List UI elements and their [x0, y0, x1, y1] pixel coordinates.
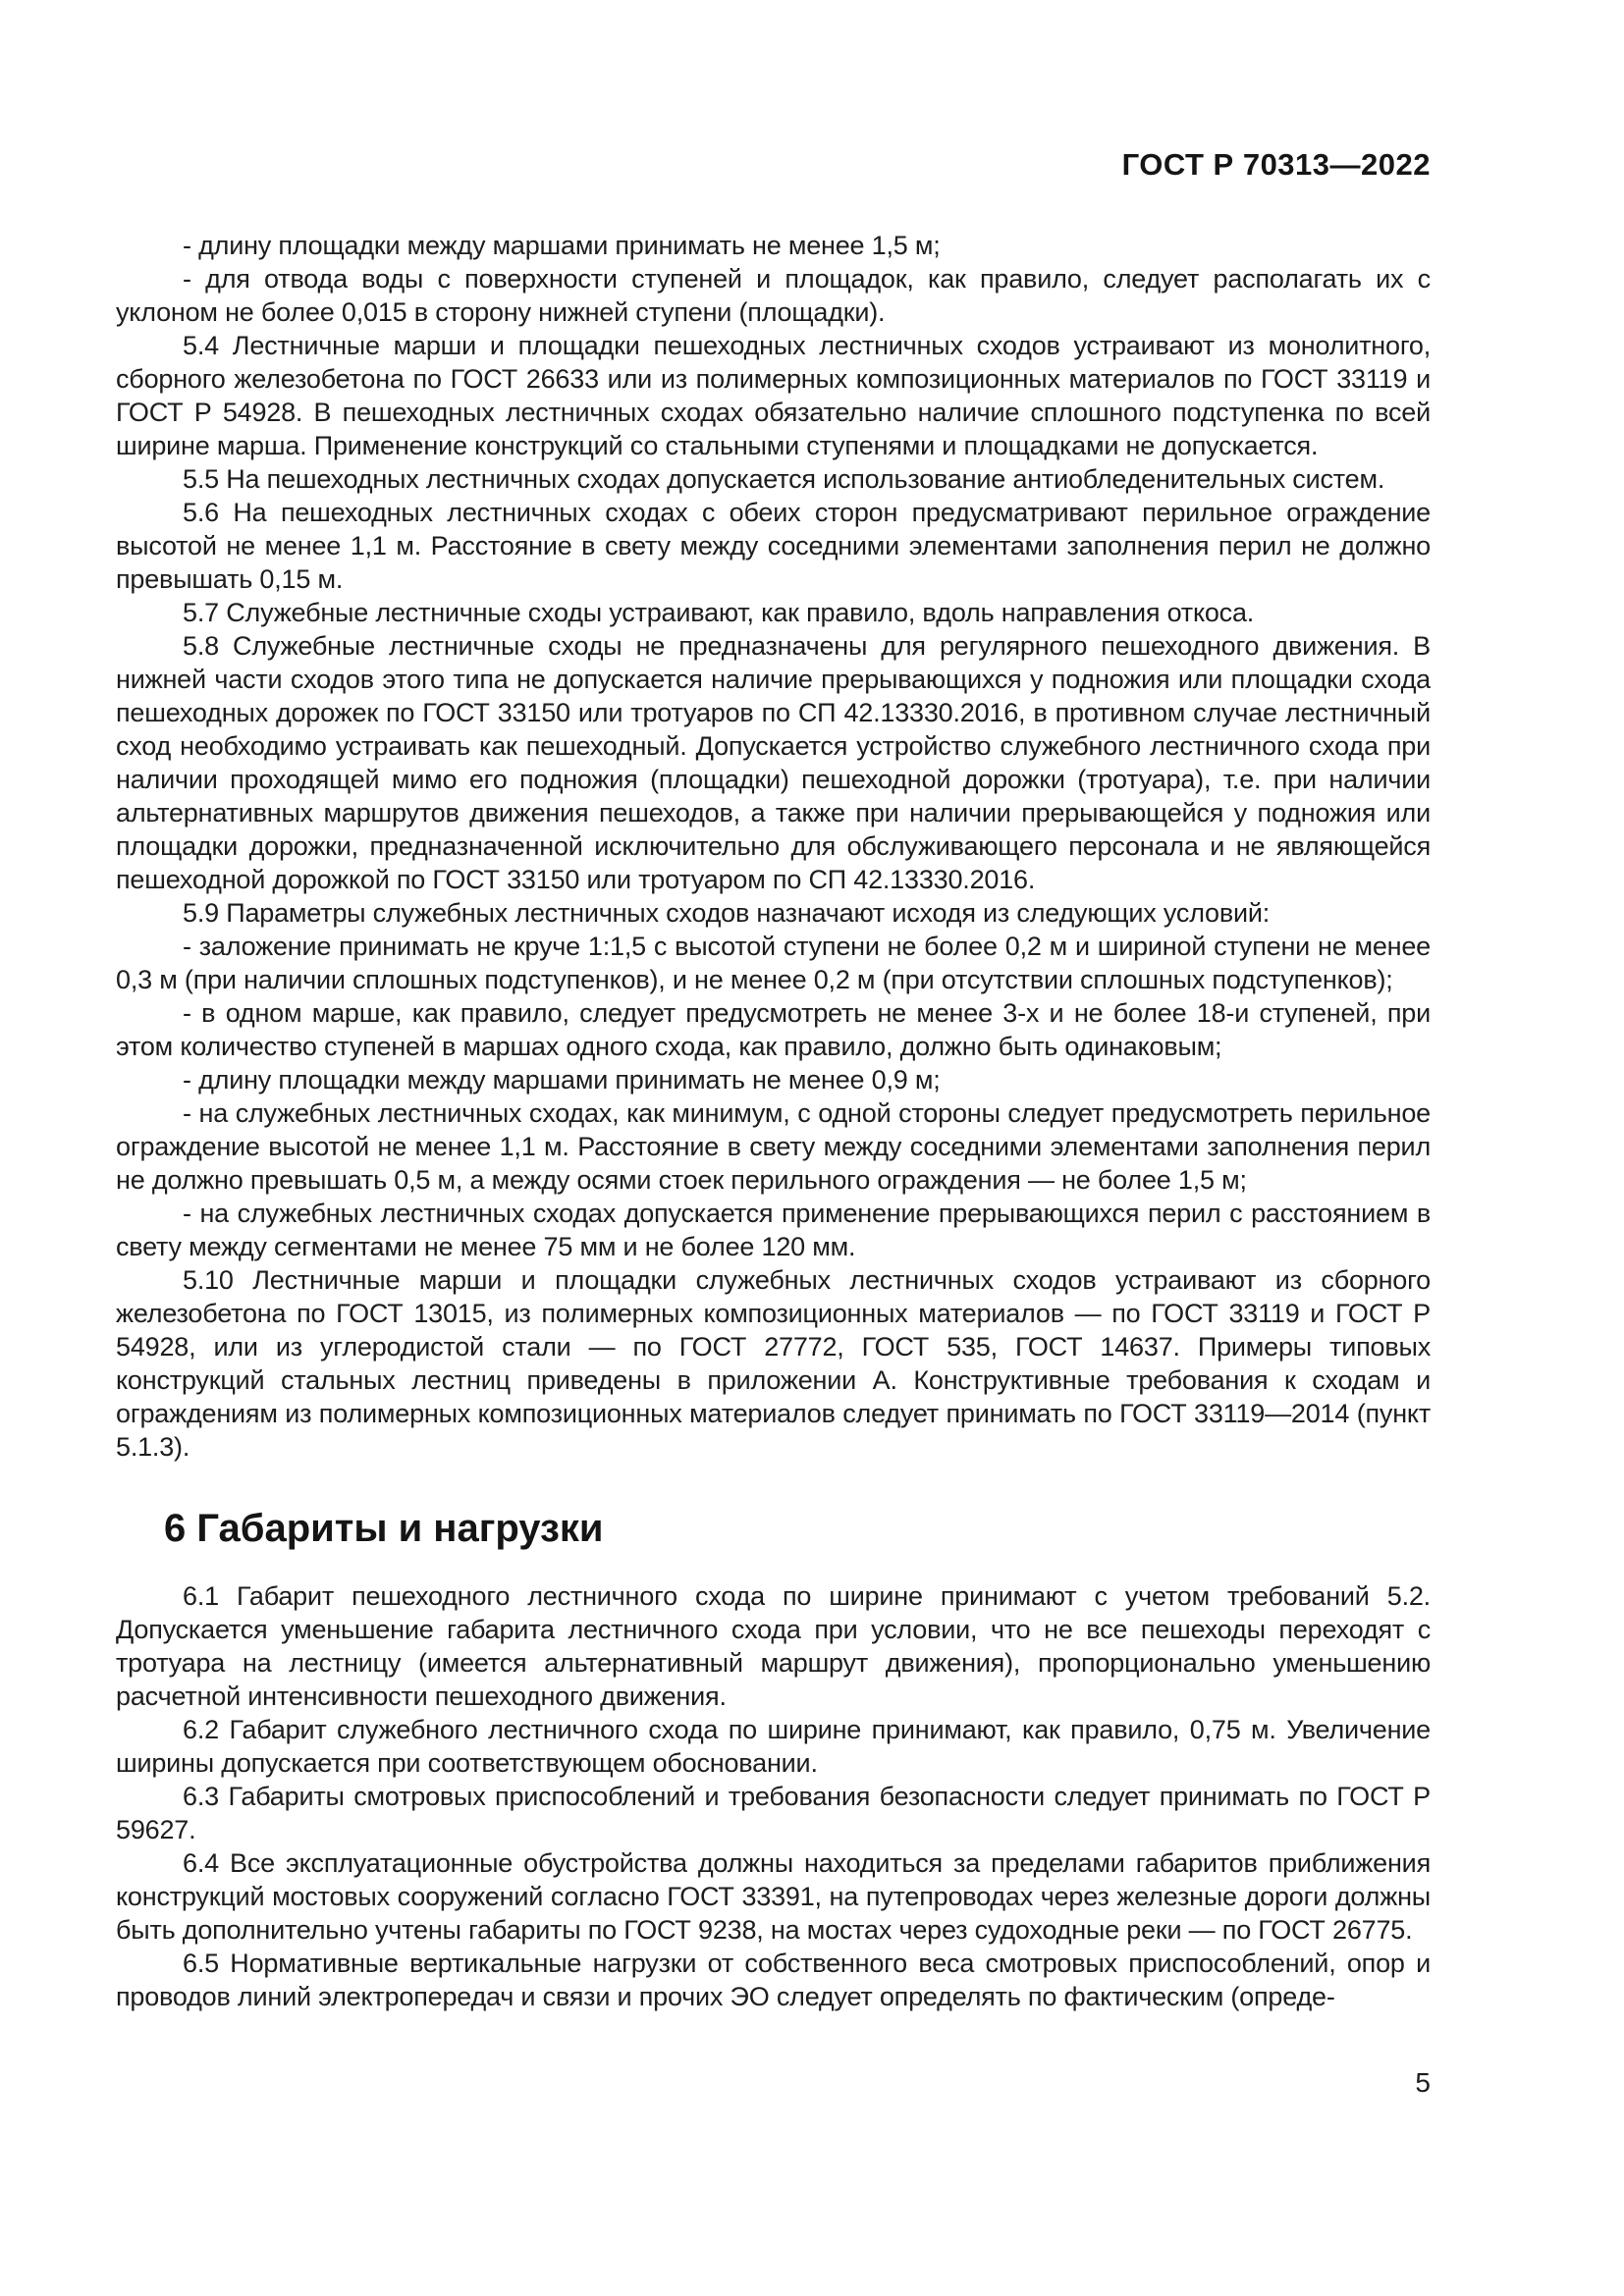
page-footer — [116, 2067, 1431, 2099]
body-paragraph: - для отвода воды с поверхности ступеней и площадок, как правило, следует располагать их с уклоном не более 0,015 в сторону нижней ступени (площадки). — [116, 264, 1431, 327]
body-paragraph: 6.5 Нормативные вертикальные нагрузки от собственного веса смотровых приспособлений, опор и проводов линий электропередач и связи и прочих ЭО следует определять по фактическим (опреде- — [116, 1949, 1431, 2011]
standard-code: ГОСТ Р 70313—2022 — [1121, 147, 1431, 182]
page-number: 5 — [1415, 2067, 1431, 2098]
body-paragraph: 6.2 Габарит служебного лестничного схода по ширине принимают, как правило, 0,75 м. Увеличение ширины допускается при соответствующем обосновании. — [116, 1715, 1431, 1778]
body-paragraph: - заложение принимать не круче 1:1,5 с высотой ступени не более 0,2 м и шириной ступени не менее 0,3 м (при наличии сплошных подступенков), и не менее 0,2 м (при отсутствии сплошных подступенков); — [116, 932, 1431, 994]
body-paragraph: 6.4 Все эксплуатационные обустройства должны находиться за пределами габаритов приближения конструкций мостовых сооружений согласно ГОСТ 33391, на путепроводах через железные дороги должны быть дополнительно учтены габариты по ГОСТ 9238, на мостах через судоходные реки — по ГОСТ 26775. — [116, 1848, 1431, 1945]
document-body — [116, 229, 1431, 2013]
body-paragraph: - длину площадки между маршами принимать не менее 0,9 м; — [183, 1065, 941, 1095]
body-paragraph: - в одном марше, как правило, следует предусмотреть не менее 3-х и не более 18-и ступеней, при этом количество ступеней в маршах одного схода, как правило, должно быть одинаковым; — [116, 998, 1431, 1061]
body-paragraph: - длину площадки между маршами принимать не менее 1,5 м; — [183, 231, 941, 260]
body-paragraph: 5.7 Служебные лестничные сходы устраивают, как правило, вдоль направления откоса. — [183, 598, 1255, 627]
section-heading: 6 Габариты и нагрузки — [164, 1507, 604, 1550]
body-paragraph: 6.3 Габариты смотровых приспособлений и требования безопасности следует принимать по ГОСТ Р 59627. — [116, 1782, 1431, 1844]
page-header — [116, 147, 1431, 183]
body-paragraph: 5.4 Лестничные марши и площадки пешеходных лестничных сходов устраивают из монолитного, сборного железобетона по ГОСТ 26633 или из полимерных композиционных материалов по ГОСТ 33119 и ГОСТ Р 54928. В пешеходных лестничных сходах обязательно наличие сплошного подступенка по всей ширине марша. Применение конструкций со стальными ступенями и площадками не допускается. — [116, 331, 1431, 460]
body-paragraph: 6.1 Габарит пешеходного лестничного схода по ширине принимают с учетом требований 5.2. Допускается уменьшение габарита лестничного схода при условии, что не все пешеходы переходят с тротуара на лестницу (имеется альтернативный маршрут движения), пропорционально уменьшению расчетной интенсивности пешеходного движения. — [116, 1581, 1431, 1711]
body-paragraph: 5.5 На пешеходных лестничных сходах допускается использование антиобледенительных систем. — [183, 464, 1385, 494]
body-paragraph: 5.6 На пешеходных лестничных сходах с обеих сторон предусматривают перильное ограждение высотой не менее 1,1 м. Расстояние в свету между соседними элементами заполнения перил не должно превышать 0,15 м. — [116, 498, 1431, 594]
body-paragraph: 5.8 Служебные лестничные сходы не предназначены для регулярного пешеходного движения. В нижней части сходов этого типа не допускается наличие прерывающихся у подножия или площадки схода пешеходных дорожек по ГОСТ 33150 или тротуаров по СП 42.13330.2016, в противном случае лестничный сход необходимо устраивать как пешеходный. Допускается устройство служебного лестничного схода при наличии проходящей мимо его подножия (площадки) пешеходной дорожки (тротуара), т.е. при наличии альтернативных маршрутов движения пешеходов, а также при наличии прерывающейся у подножия или площадки дорожки, предназначенной исключительно для обслуживающего персонала и не являющейся пешеходной дорожкой по ГОСТ 33150 или тротуаром по СП 42.13330.2016. — [116, 631, 1431, 894]
body-paragraph: 5.9 Параметры служебных лестничных сходов назначают исходя из следующих условий: — [183, 898, 1271, 928]
body-paragraph: 5.10 Лестничные марши и площадки служебных лестничных сходов устраивают из сборного железобетона по ГОСТ 13015, из полимерных композиционных материалов — по ГОСТ 33119 и ГОСТ Р 54928, или из углеродистой стали — по ГОСТ 27772, ГОСТ 535, ГОСТ 14637. Примеры типовых конструкций стальных лестниц приведены в приложении А. Конструктивные требования к сходам и ограждениям из полимерных композиционных материалов следует принимать по ГОСТ 33119—2014 (пункт 5.1.3). — [116, 1265, 1431, 1462]
body-paragraph: - на служебных лестничных сходах допускается применение прерывающихся перил с расстоянием в свету между сегментами не менее 75 мм и не более 120 мм. — [116, 1199, 1431, 1261]
body-paragraph: - на служебных лестничных сходах, как минимум, с одной стороны следует предусмотреть перильное ограждение высотой не менее 1,1 м. Расстояние в свету между соседними элементами заполнения перил не должно превышать 0,5 м, а между осями стоек перильного ограждения — не более 1,5 м; — [116, 1098, 1431, 1195]
